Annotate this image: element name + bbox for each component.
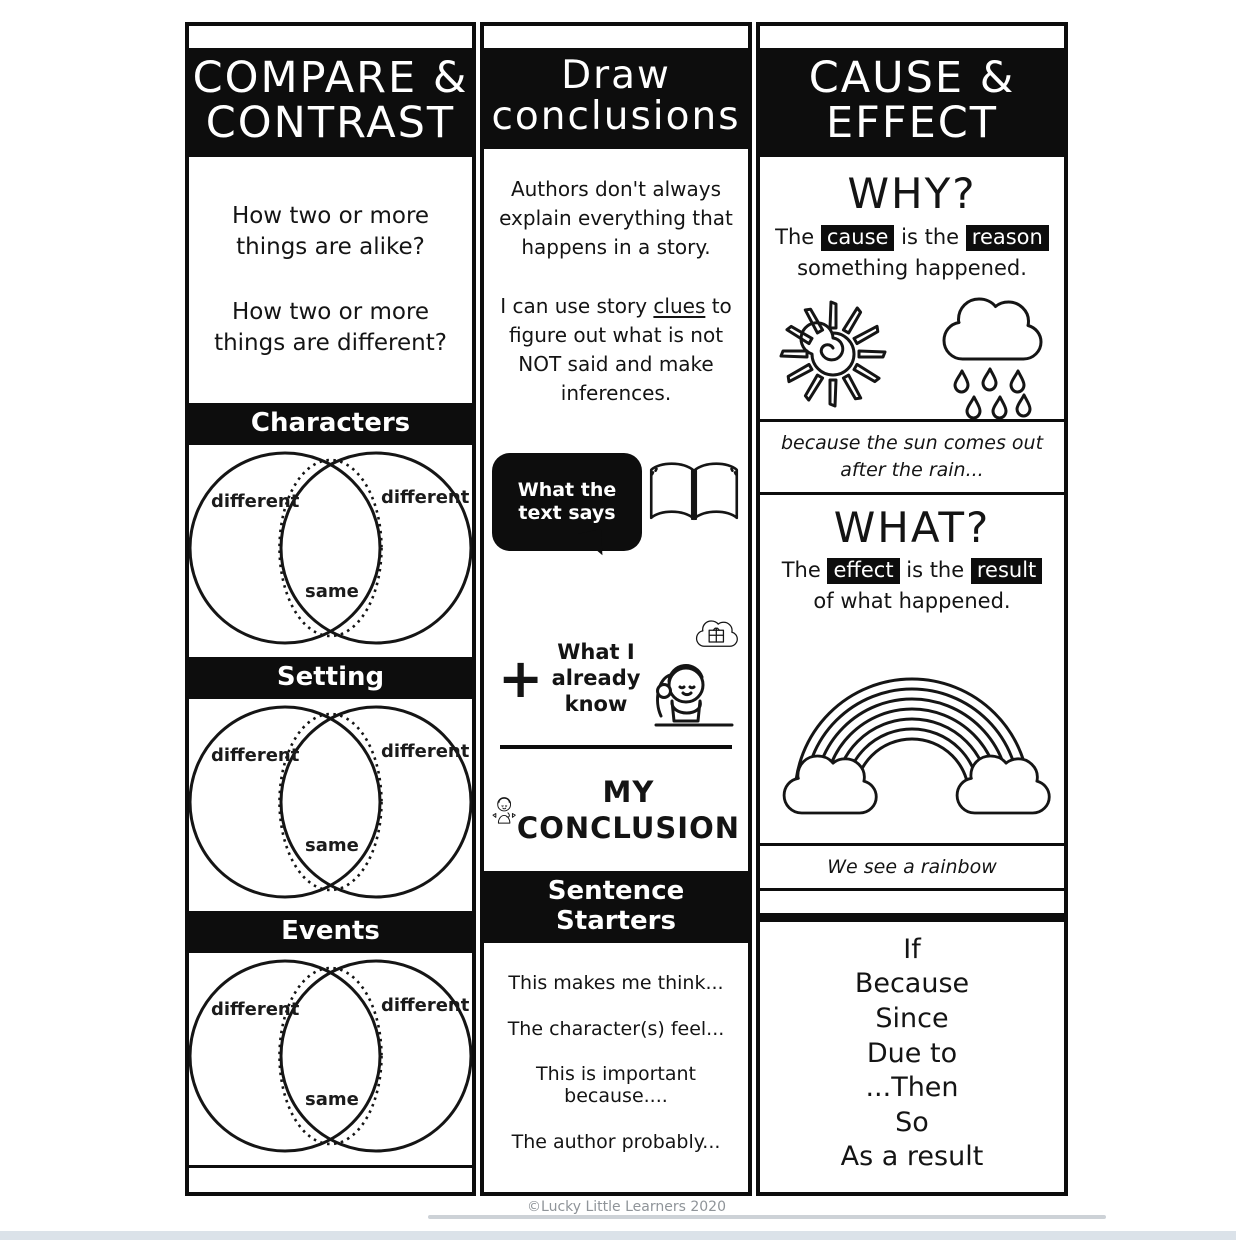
what-heading: WHAT?: [833, 502, 991, 552]
what-section: [760, 495, 1064, 843]
open-book-icon: [646, 453, 742, 539]
text-evidence-row: [484, 449, 748, 617]
banner-sentence-starters: Sentence Starters: [484, 871, 748, 943]
weather-icons-row: [760, 285, 1064, 427]
para2-clues-underlined: clues: [653, 294, 706, 319]
footer-credit: ©Lucky Little Learners 2020: [527, 1199, 726, 1215]
conclusions-intro: [484, 149, 748, 449]
what-text-line2: of what happened.: [813, 589, 1011, 614]
signal-word: Since: [875, 1003, 949, 1034]
draw-conclusions-header: [484, 48, 748, 149]
signal-word: If: [903, 933, 921, 965]
section-divider: [760, 913, 1064, 922]
my-conclusion-label: [517, 774, 740, 847]
already-know-label: What I already know: [551, 639, 641, 717]
sentence-starter: This is important because....: [536, 1063, 696, 1108]
banner-setting: Setting: [189, 657, 472, 699]
cause-highlight: cause: [821, 225, 895, 251]
sentence-starter: The character(s) feel...: [507, 1017, 725, 1040]
header-line: CAUSE &: [808, 53, 1016, 103]
result-highlight: result: [971, 558, 1042, 584]
top-strip: [760, 26, 1064, 48]
venn-events: [189, 953, 472, 1165]
venn-setting: [189, 699, 472, 911]
header-line: EFFECT: [825, 97, 999, 148]
venn-center-label: same: [305, 1089, 359, 1111]
para2-before: I can use story: [500, 294, 648, 319]
top-strip: [189, 26, 472, 48]
blank-row: [760, 891, 1064, 913]
header-line: Draw: [561, 53, 671, 98]
my-conclusion-line: MY: [602, 774, 655, 809]
why-heading: WHY?: [847, 169, 977, 219]
venn-center-label: same: [305, 835, 359, 857]
why-section: [760, 157, 1064, 419]
rainbow-wrap: [760, 624, 1064, 828]
what-text: is the: [906, 557, 965, 582]
intro-paragraph-1: Authors don't always explain everything that happens in a story.: [499, 177, 733, 260]
my-conclusion-line: CONCLUSION: [516, 811, 740, 846]
sentence-starters-list: [484, 943, 748, 1192]
venn-center-label: same: [305, 581, 359, 603]
why-text-line2: something happened.: [797, 256, 1027, 281]
reason-highlight: reason: [966, 225, 1049, 251]
signal-word: Because: [854, 968, 970, 1000]
venn-characters: [189, 445, 472, 657]
header-line: conclusions: [491, 93, 741, 139]
what-text: The: [781, 557, 821, 582]
signal-word: ...Then: [865, 1072, 959, 1104]
bottom-strip: [189, 1165, 472, 1192]
compare-questions: [189, 157, 472, 403]
prior-knowledge-row: [484, 617, 748, 739]
cause-effect-header: [760, 48, 1064, 157]
column-draw-conclusions: [480, 22, 752, 1196]
why-sentence: [760, 222, 1064, 285]
banner-events: Events: [189, 911, 472, 953]
venn-right-label: different: [381, 487, 470, 509]
girl-thinking-icon: [642, 619, 742, 737]
why-text: The: [775, 224, 815, 249]
para2-after: to figure out what is not NOT said and make inferences.: [508, 294, 732, 406]
girl-chin-hand-icon: [492, 759, 517, 861]
sentence-starter: The author probably...: [511, 1130, 721, 1153]
header-line: CONTRAST: [205, 97, 456, 148]
what-example: We see a rainbow: [760, 843, 1064, 892]
signal-word: As a result: [840, 1141, 984, 1173]
why-text: is the: [901, 224, 960, 249]
sun-swirl-icon: [774, 295, 892, 413]
venn-diagram-icon: [189, 953, 472, 1159]
venn-diagram-icon: [189, 445, 472, 651]
page-shadow: [428, 1215, 1106, 1219]
effect-highlight: effect: [827, 558, 899, 584]
speech-bubble: What the text says: [492, 453, 642, 551]
what-sentence: [760, 555, 1064, 618]
sentence-starter: This makes me think...: [508, 972, 724, 995]
column-compare-contrast: [185, 22, 476, 1196]
venn-right-label: different: [381, 995, 470, 1017]
venn-diagram-icon: [189, 699, 472, 905]
column-cause-effect: [756, 22, 1068, 1196]
plus-sign: +: [498, 646, 544, 710]
venn-left-label: different: [211, 999, 300, 1021]
venn-left-label: different: [211, 491, 300, 513]
rainbow-clouds-icon: [762, 624, 1062, 824]
signal-word: Due to: [866, 1037, 958, 1069]
banner-characters: Characters: [189, 403, 472, 445]
screen-bottom-strip: [0, 1231, 1236, 1240]
rain-cloud-icon: [924, 295, 1046, 427]
signal-word: So: [895, 1106, 929, 1138]
header-line: COMPARE &: [192, 53, 469, 103]
signal-words-list: [760, 922, 1064, 1192]
my-conclusion-row: [484, 749, 748, 871]
compare-contrast-header: [189, 48, 472, 157]
question-different: How two or more things are different?: [214, 299, 447, 357]
top-strip: [484, 26, 748, 48]
venn-left-label: different: [211, 745, 300, 767]
intro-paragraph-2: [490, 292, 742, 408]
why-example: because the sun comes out after the rain...: [760, 419, 1064, 494]
question-alike: How two or more things are alike?: [231, 203, 430, 261]
venn-right-label: different: [381, 741, 470, 763]
